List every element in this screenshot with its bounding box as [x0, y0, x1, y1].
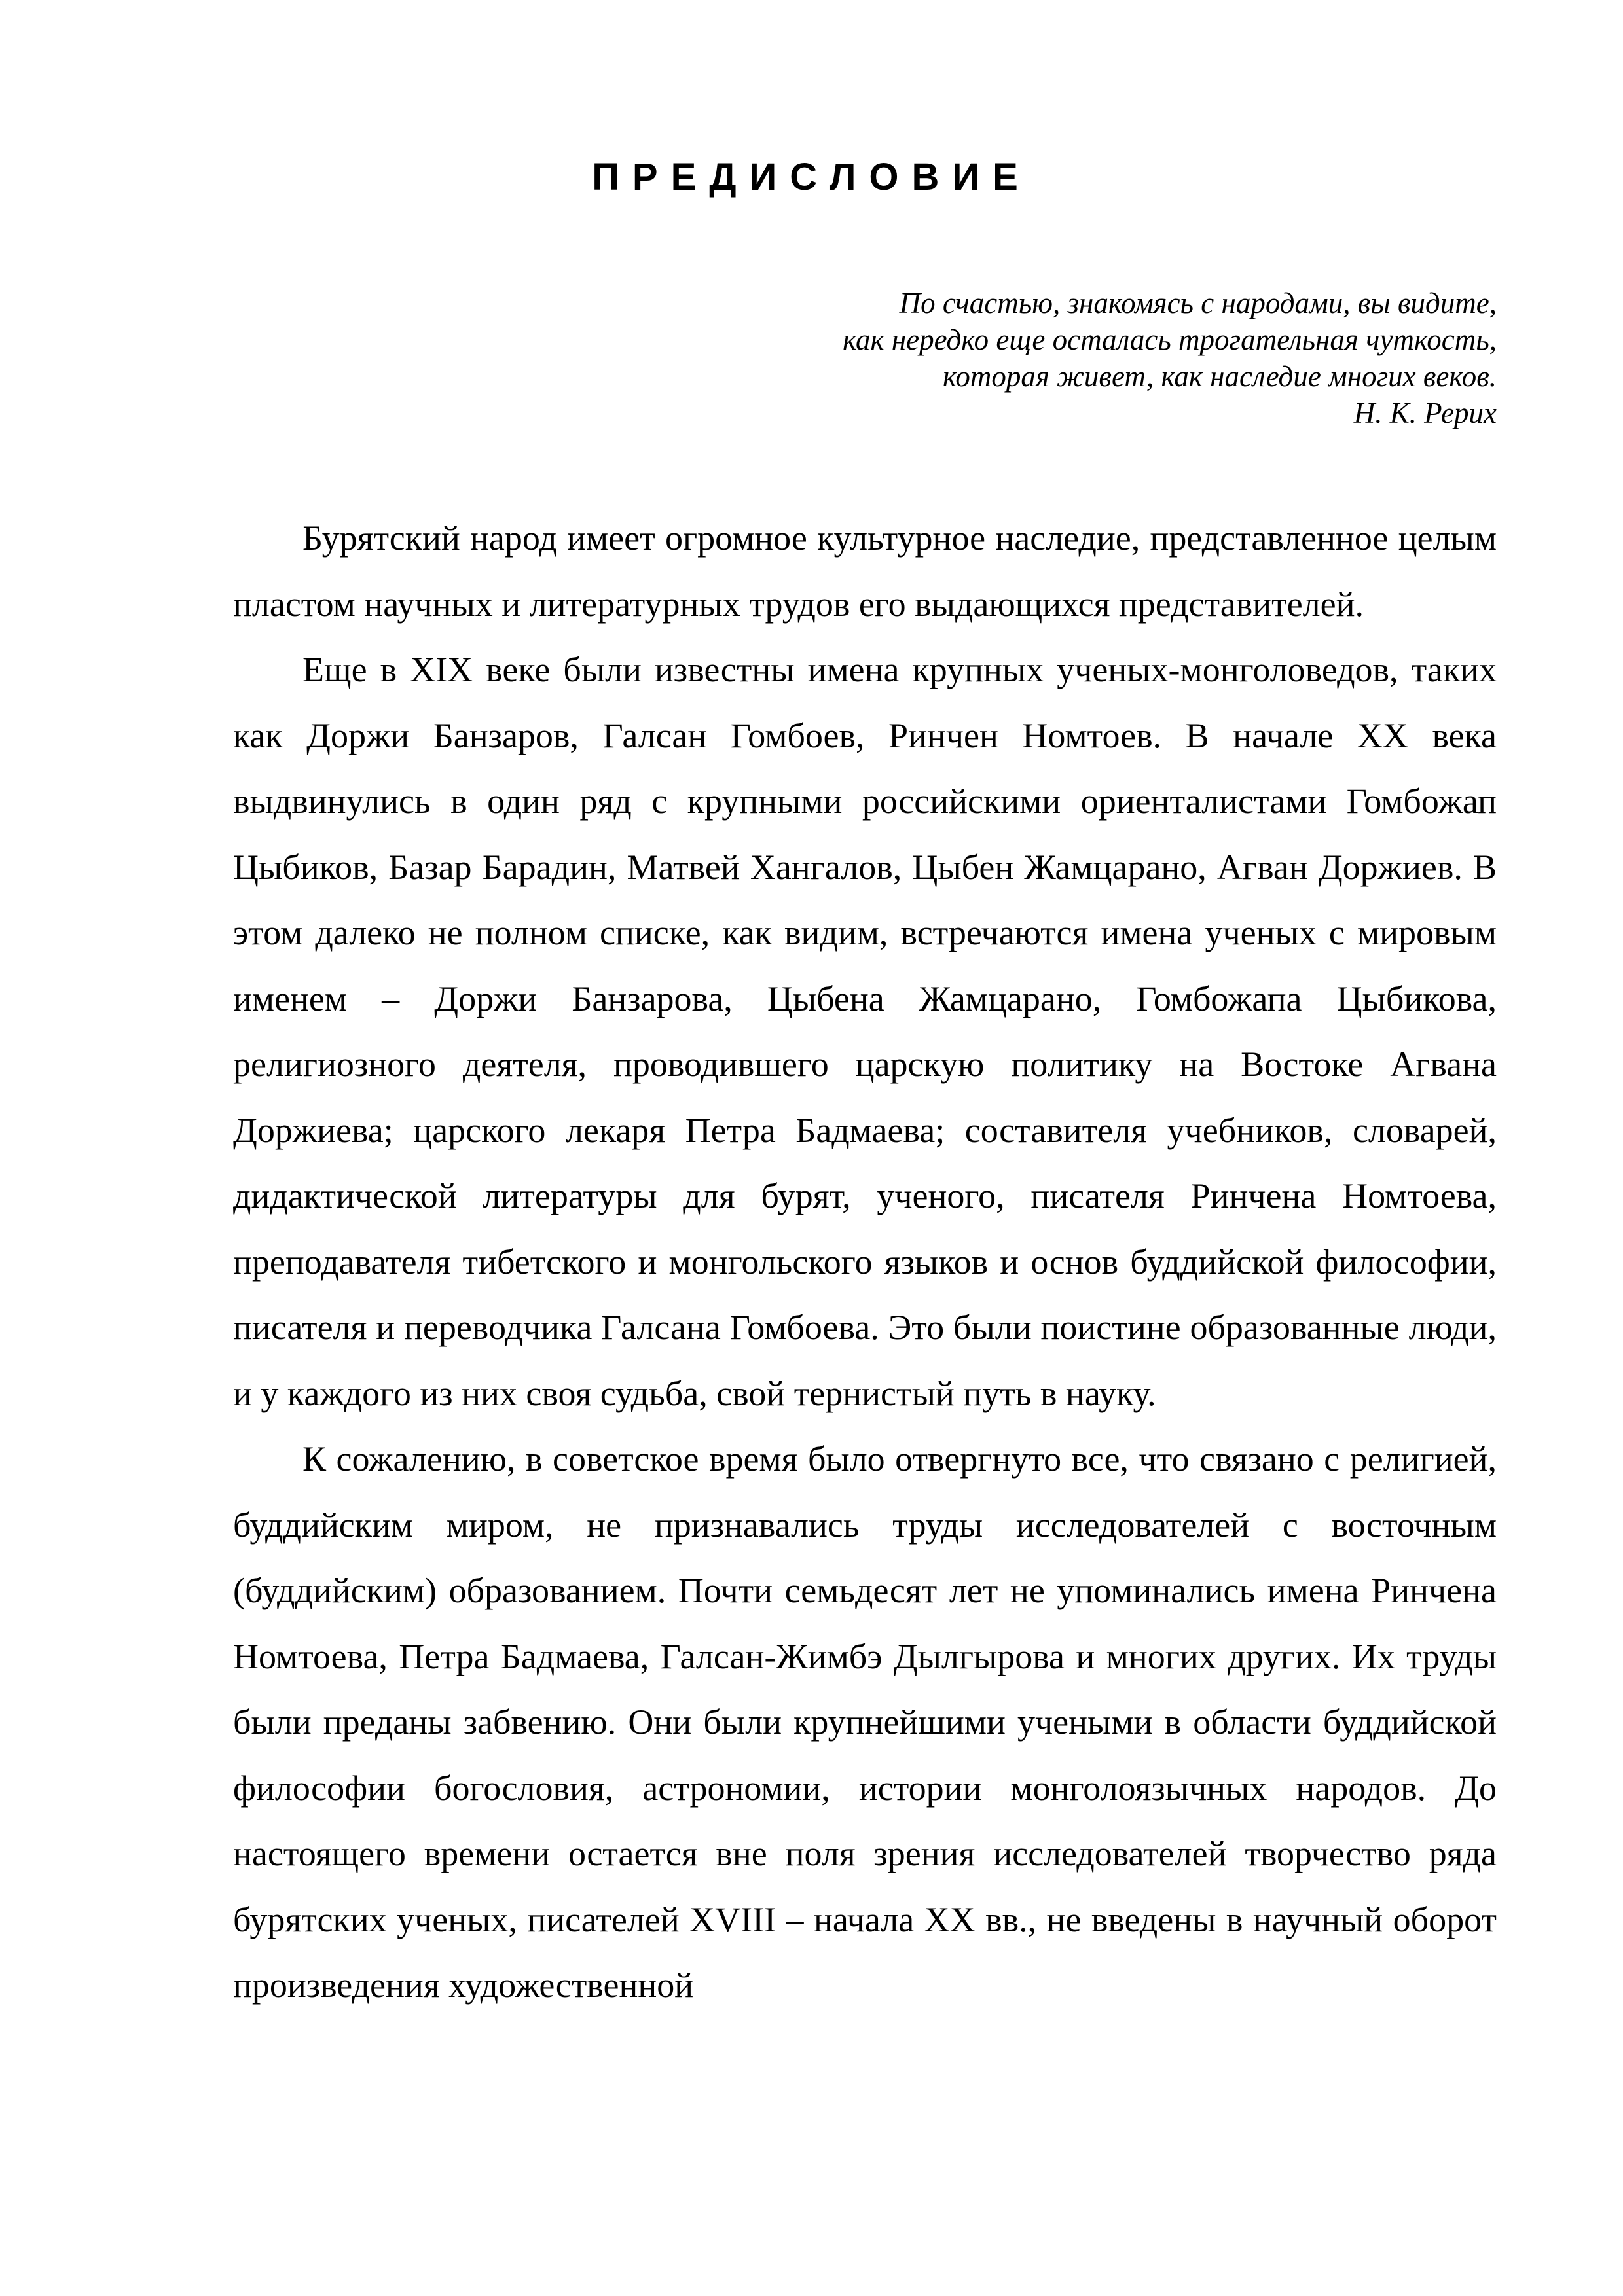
paragraph: К сожалению, в советское время было отвергнуто все, что связано с религией, буддийским миром, не признавались труды исследователей с восточным (буддийским) образованием. Почти семьдесят лет не упоминались имена Ринчена Номтоева, Петра Бадмаева, Галсан-Жимбэ Дылгырова и многих других. Их труды были преданы забвению. Они были крупнейшими учеными в области буддийской философии богословия, астрономии, истории монголоязычных народов. До настоящего времени остается вне поля зрения исследователей творчество ряда бурятских ученых, писателей XVIII – начала XX вв., не введены в научный оборот произведения художественной — [233, 1439, 1497, 2005]
epigraph-line: которая живет, как наследие многих веков. — [943, 360, 1497, 393]
paragraph: Бурятский народ имеет огромное культурное наследие, представленное целым пластом научных и литературных трудов его выдающихся представителей. — [233, 518, 1497, 624]
epigraph — [580, 285, 1497, 431]
epigraph-author: Н. К. Рерих — [1353, 397, 1497, 429]
epigraph-line: как нередко еще осталась трогательная чуткость, — [843, 323, 1497, 356]
epigraph-line: По счастью, знакомясь с народами, вы видите, — [899, 287, 1497, 319]
paragraph: Еще в XIX веке были известны имена крупных ученых-монголоведов, таких как Доржи Банзаров, Галсан Гомбоев, Ринчен Номтоев. В начале XX века выдвинулись в один ряд с крупными российскими ориенталистами Гомбожап Цыбиков, Базар Барадин, Матвей Хангалов, Цыбен Жамцарано, Агван Доржиев. В этом далеко не полном списке, как видим, встречаются имена ученых с мировым именем – Доржи Банзарова, Цыбена Жамцарано, Гомбожапа Цыбикова, религиозного деятеля, проводившего царскую политику на Востоке Агвана Доржиева; царского лекаря Петра Бадмаева; составителя учебников, словарей, дидактической литературы для бурят, ученого, писателя Ринчена Номтоева, преподавателя тибетского и монгольского языков и основ буддийской философии, писателя и переводчика Галсана Гомбоева. Это были поистине образованные люди, и у каждого из них своя судьба, свой тернистый путь в науку. — [233, 650, 1497, 1413]
page-title: ПРЕДИСЛОВИЕ — [592, 156, 1031, 198]
body-text — [233, 505, 1497, 2018]
